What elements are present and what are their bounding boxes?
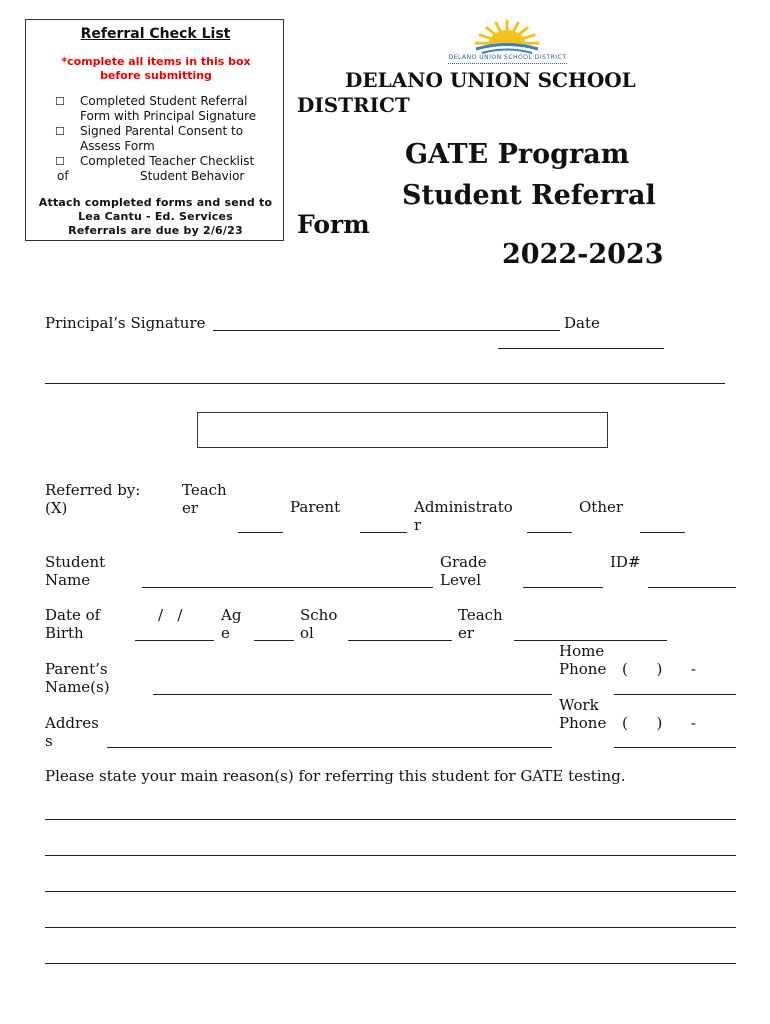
principal-signature-label: Principal’s Signature [45, 314, 206, 332]
home-phone-format: ( ) - [622, 660, 696, 678]
label-line: Phone [559, 660, 607, 678]
referred-by-line1: Referred by: [45, 481, 141, 499]
footer-line: Attach completed forms and send to [38, 196, 273, 209]
checklist-title: Referral Check List [80, 26, 231, 42]
home-phone-line[interactable] [614, 694, 736, 695]
home-phone-label [559, 642, 606, 678]
program-title: GATE Program [405, 139, 630, 170]
checklist-footer [30, 196, 281, 238]
referred-by-label [45, 481, 140, 517]
label-line: Birth [45, 624, 84, 642]
work-phone-line[interactable] [614, 747, 736, 748]
label-line: Teach [182, 481, 227, 499]
label-line: Level [440, 571, 481, 589]
reason-line-1[interactable] [45, 819, 736, 820]
principal-signature-line[interactable] [213, 330, 560, 331]
checklist-item-referral-form [80, 94, 256, 124]
grade-level-line[interactable] [523, 587, 603, 588]
dob-line[interactable] [135, 640, 214, 641]
grade-level-label [440, 553, 487, 589]
form-title-word: Form [297, 210, 370, 239]
student-name-label [45, 553, 105, 589]
work-phone-format: ( ) - [622, 714, 696, 732]
referred-by-line2: (X) [45, 499, 68, 517]
checklist-item-line: Assess Form [80, 139, 155, 153]
label-line: Grade [440, 553, 487, 571]
label-line: r [414, 516, 422, 534]
checklist-note-line2: before submitting [100, 69, 212, 82]
reason-prompt: Please state your main reason(s) for referring this student for GATE testing. [45, 767, 626, 785]
section-divider [45, 383, 725, 384]
referred-other-mark-line[interactable] [640, 532, 685, 533]
checkbox-consent-form-referral[interactable]: ☐ [55, 95, 65, 108]
checklist-note-line1: *complete all items in this box [61, 55, 251, 68]
label-line: Date of [45, 606, 101, 624]
reason-line-5[interactable] [45, 963, 736, 964]
school-line[interactable] [348, 640, 452, 641]
label-line: Phone [559, 714, 607, 732]
label-line: e [221, 624, 230, 642]
teacher-label [458, 606, 503, 642]
label-line: Ag [221, 606, 242, 624]
checklist-item-line: Form with Principal Signature [80, 109, 257, 123]
label-line: ol [300, 624, 314, 642]
address-line[interactable] [107, 747, 552, 748]
checklist-note [46, 55, 266, 83]
label-line: Scho [300, 606, 338, 624]
office-use-box[interactable] [197, 412, 608, 448]
district-name-line1: DELANO UNION SCHOOL [345, 68, 636, 92]
district-name-line2: DISTRICT [297, 93, 410, 117]
label-line: Administrato [414, 498, 513, 516]
label-line: Parent’s [45, 660, 108, 678]
district-logo [440, 18, 575, 70]
referred-admin-mark-line[interactable] [527, 532, 572, 533]
checklist-item-parental-consent [80, 124, 243, 154]
label-line: Student [45, 553, 106, 571]
checklist-item-line: Completed Student Referral [80, 94, 248, 108]
checklist-item-teacher-checklist-line2: Student Behavior [140, 169, 245, 183]
parents-name-label [45, 660, 110, 696]
referral-title: Student Referral [402, 180, 656, 211]
school-year: 2022-2023 [502, 239, 664, 270]
referral-checklist-box [25, 19, 284, 241]
age-label [221, 606, 241, 642]
logo-tagline-line [448, 63, 567, 64]
referred-parent-label: Parent [290, 498, 341, 516]
label-line: er [182, 499, 199, 517]
parents-name-line[interactable] [153, 694, 552, 695]
label-line: Addres [45, 714, 99, 732]
label-line: s [45, 732, 53, 750]
checkbox-parental-consent[interactable]: ☐ [55, 125, 65, 138]
checklist-item-prefix: of [57, 169, 69, 183]
referred-parent-mark-line[interactable] [360, 532, 407, 533]
dob-slashes: / / [158, 606, 183, 624]
logo-text: DELANO UNION SCHOOL DISTRICT [448, 54, 567, 61]
address-label [45, 714, 99, 750]
dob-label [45, 606, 100, 642]
school-label [300, 606, 337, 642]
referred-other-label: Other [579, 498, 624, 516]
label-line: er [458, 624, 475, 642]
reason-line-4[interactable] [45, 927, 736, 928]
student-name-line[interactable] [142, 587, 433, 588]
reason-line-3[interactable] [45, 891, 736, 892]
reason-line-2[interactable] [45, 855, 736, 856]
referred-teacher-label [182, 481, 227, 517]
checklist-item-teacher-checklist: Completed Teacher Checklist [80, 154, 255, 168]
age-line[interactable] [254, 640, 294, 641]
label-line: Work [559, 696, 599, 714]
checklist-item-line: Signed Parental Consent to [80, 124, 244, 138]
checkbox-teacher-checklist[interactable]: ☐ [55, 155, 65, 168]
referred-admin-label [414, 498, 513, 534]
id-label: ID# [610, 553, 641, 571]
label-line: Name [45, 571, 91, 589]
date-label: Date [564, 314, 600, 332]
label-line: Teach [458, 606, 503, 624]
label-line: Home [559, 642, 605, 660]
work-phone-label [559, 696, 606, 732]
date-line[interactable] [498, 348, 664, 349]
footer-line: Lea Cantu - Ed. Services [78, 210, 233, 223]
referred-teacher-mark-line[interactable] [238, 532, 283, 533]
teacher-line[interactable] [514, 640, 667, 641]
id-line[interactable] [648, 587, 736, 588]
label-line: Name(s) [45, 678, 110, 696]
footer-line: Referrals are due by 2/6/23 [68, 224, 243, 237]
